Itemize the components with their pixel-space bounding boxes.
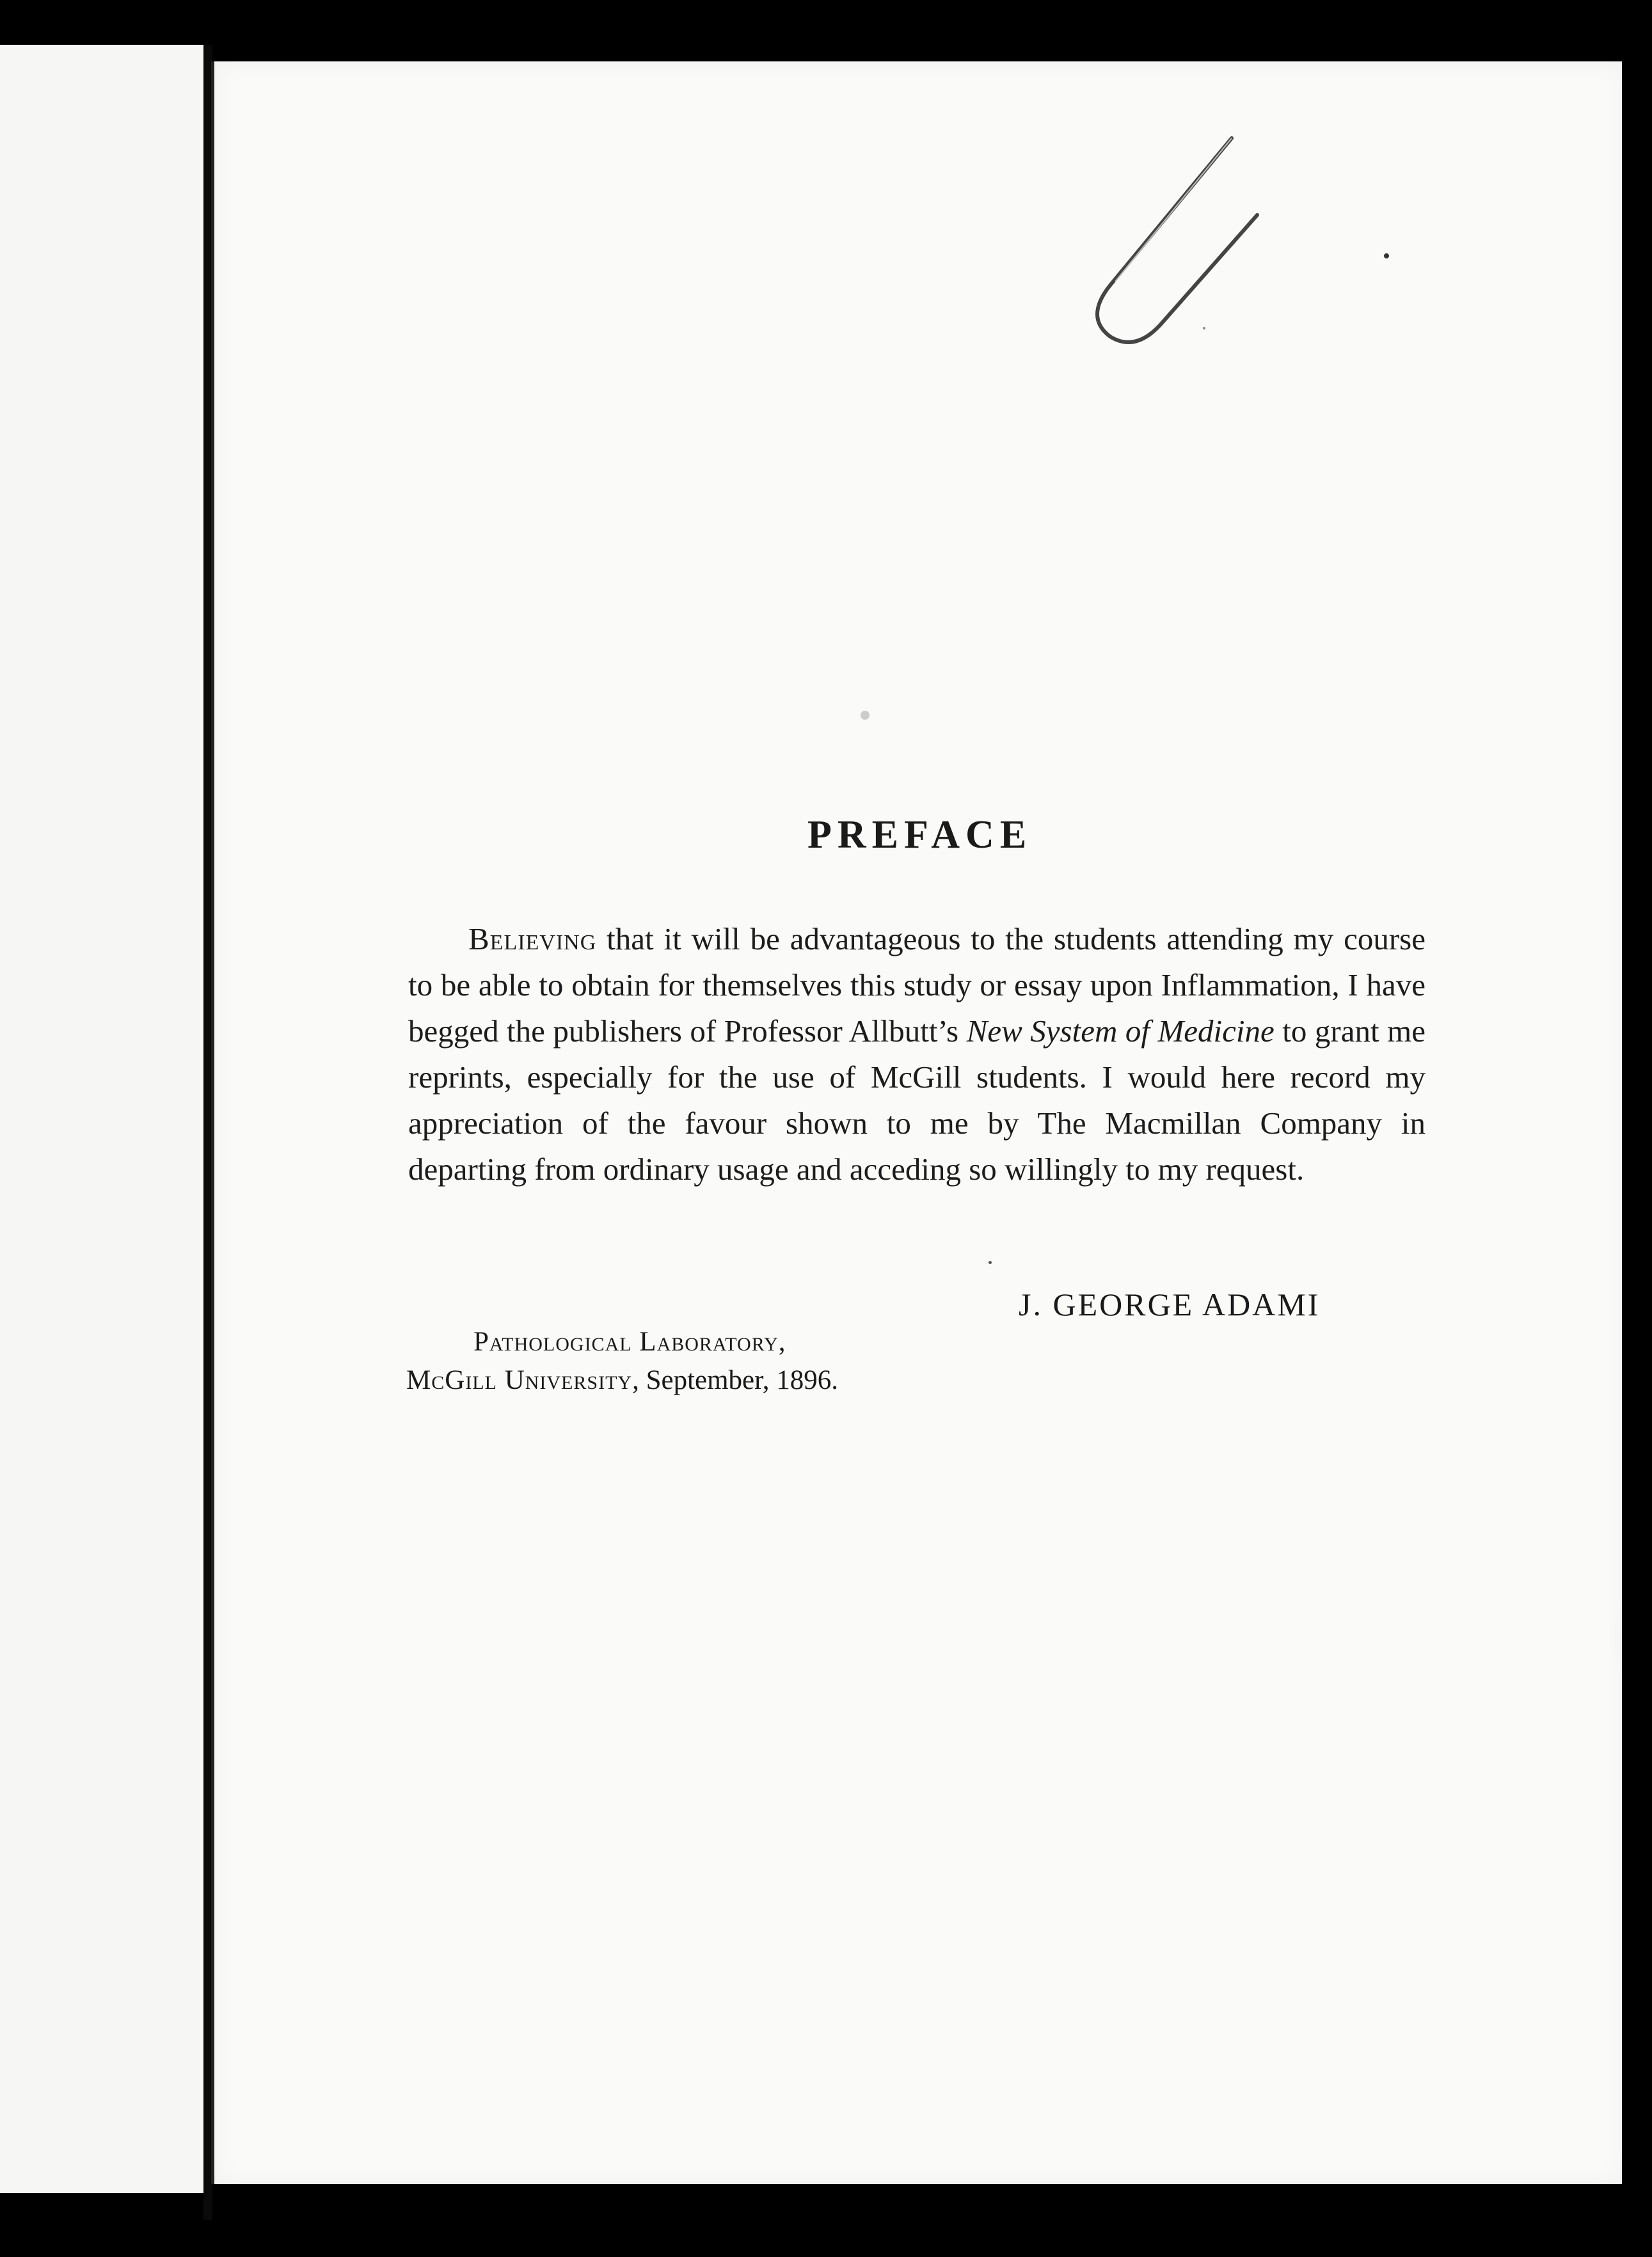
book-title-italic: New System of Medicine xyxy=(966,1013,1275,1049)
left-facing-page xyxy=(0,45,207,2193)
paragraph-text-part2: to grant me reprints, especially for the use of McGill students. I would here record my appreciation of the favour shown to me by The Macmillan Company in departing from ordinary usage and acceding so willingly to my request. xyxy=(408,1013,1426,1187)
paper-speck xyxy=(1384,253,1389,258)
paperclip-icon xyxy=(1072,125,1264,356)
paper-speck xyxy=(989,1261,992,1264)
page-title: PREFACE xyxy=(807,813,1033,857)
place-line-1: Pathological Laboratory, xyxy=(473,1327,786,1357)
paper-speck xyxy=(861,711,870,720)
university-name: McGill University xyxy=(406,1365,633,1395)
paragraph-text xyxy=(408,916,1426,1192)
place-and-date xyxy=(406,1323,838,1400)
paper-speck xyxy=(1203,327,1205,329)
date-text: , September, 1896. xyxy=(632,1365,838,1395)
author-signature: J. GEORGE ADAMI xyxy=(1019,1287,1321,1322)
paragraph-text-part1: that it will be advantageous to the students attending my course to be able to obtain for themselves this study or essay upon Inflammation, I have begged the publishers of Professor Allbutt’s xyxy=(408,921,1426,1049)
preface-paragraph xyxy=(408,916,1426,1192)
right-scan-border xyxy=(1622,61,1652,2257)
place-line-2 xyxy=(406,1361,838,1400)
paragraph-lead: Believing xyxy=(468,921,597,956)
